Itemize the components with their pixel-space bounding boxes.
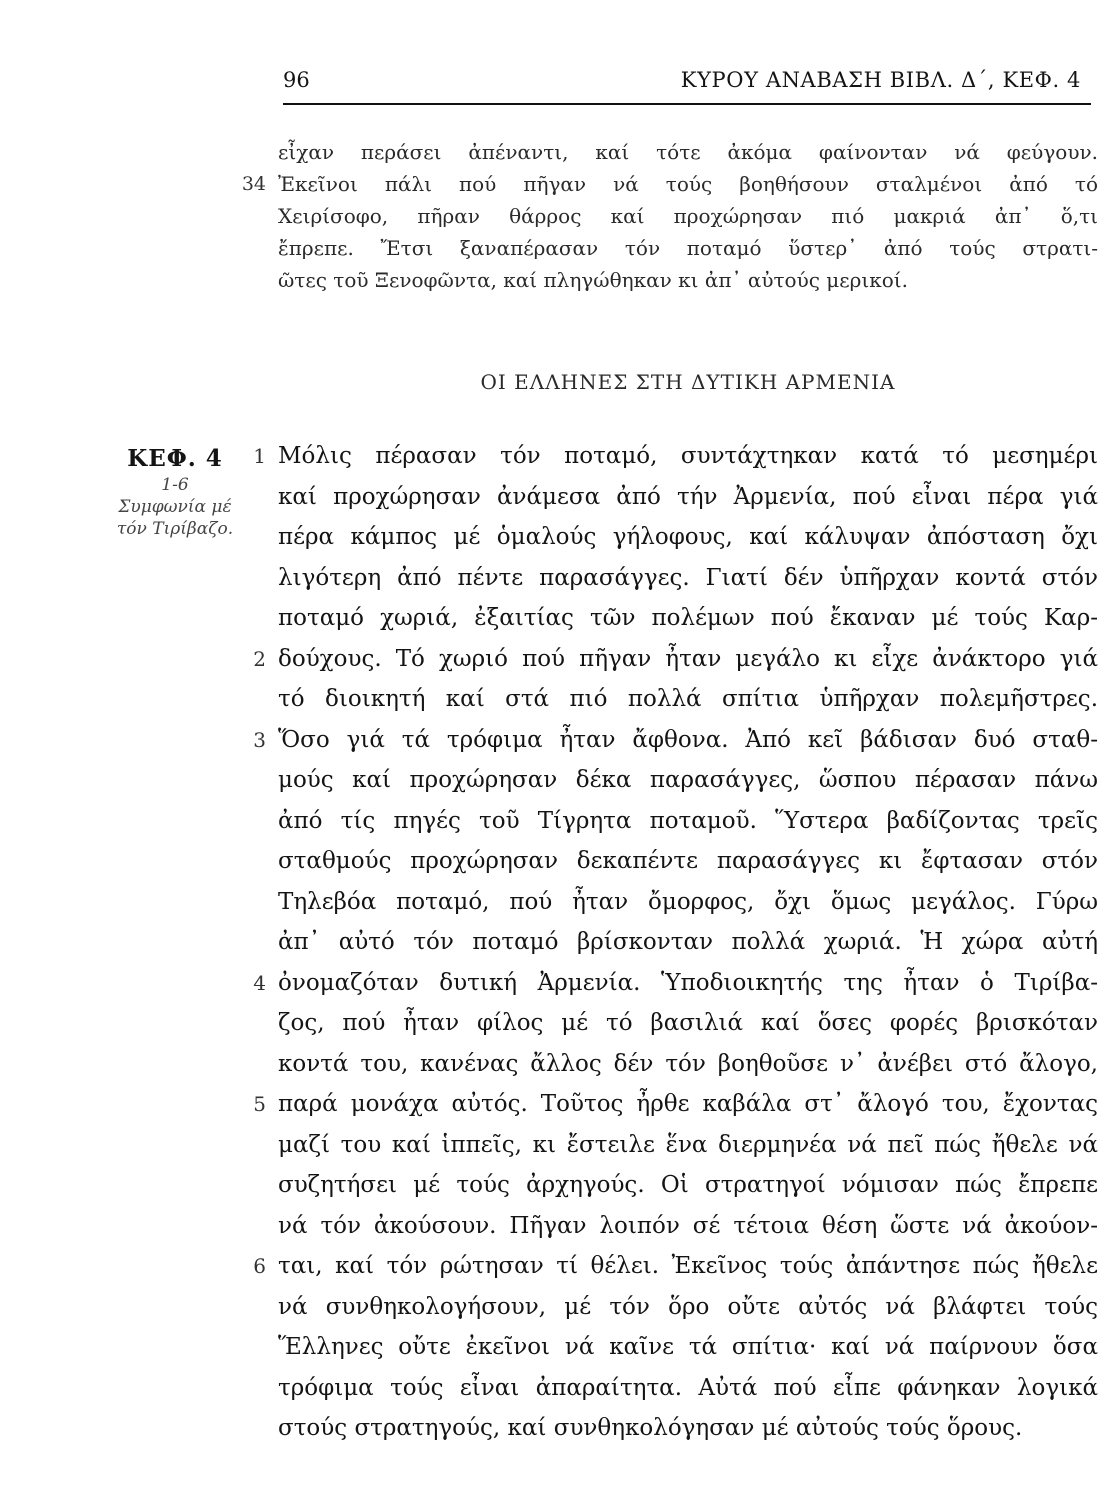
text-line [278, 841, 1098, 882]
line-text: μούς καί προχώρησαν δέκα παρασάγγες, ὥσπου πέρασαν πάνω [278, 767, 1098, 793]
line-text: καί προχώρησαν ἀνάμεσα ἀπό τήν Ἀρμενία, πού εἶναι πέρα γιά [278, 483, 1098, 510]
line-text: λιγότερη ἀπό πέντε παρασάγγες. Γιατί δέν ὑπῆρχαν κοντά στόν [278, 564, 1098, 591]
section-number: 3 [253, 727, 266, 752]
section-number: 4 [253, 970, 266, 995]
section-number: 34 [241, 173, 266, 195]
text-line [278, 136, 1098, 168]
text-line [278, 1287, 1098, 1328]
line-text: ζος, πού ἦταν φίλος μέ τό βασιλιά καί ὅσες φορές βρισκόταν [278, 1010, 1098, 1036]
line-text: στούς στρατηγούς, καί συνθηκολόγησαν μέ αὐτούς τούς ὅρους. [278, 1415, 1023, 1441]
section-number: 1 [253, 444, 266, 468]
section-heading: ΟΙ ΕΛΛΗΝΕΣ ΣΤΗ ΔΥΤΙΚΗ ΑΡΜΕΝΙΑ [480, 370, 896, 394]
text-line [278, 1368, 1098, 1409]
text-line [278, 517, 1098, 558]
line-text: τρόφιμα τούς εἶναι ἀπαραίτητα. Αὐτά πού εἶπε φάνηκαν λογικά [278, 1374, 1098, 1401]
margin-topic-line: τόν Τιρίβαζο. [116, 519, 234, 539]
line-text: μαζί του καί ἱππεῖς, κι ἔστειλε ἕνα διερμηνέα νά πεῖ πώς ἤθελε νά [278, 1131, 1098, 1158]
section-number: 2 [253, 646, 266, 671]
line-text: νά συνθηκολογήσουν, μέ τόν ὅρο οὔτε αὐτός νά βλάφτει τούς [278, 1293, 1098, 1320]
line-text: ἀπό τίς πηγές τοῦ Τίγρητα ποταμοῦ. Ὕστερα βαδίζοντας τρεῖς [278, 807, 1098, 834]
text-line [253, 1246, 1098, 1287]
text-line [278, 1408, 1098, 1449]
line-text: ὀνομαζόταν δυτική Ἀρμενία. Ὑποδιοικητής της ἦταν ὁ Τιρίβα- [278, 969, 1098, 996]
page-number: 96 [283, 68, 310, 92]
line-text: Ἐκεῖνοι πάλι πού πῆγαν νά τούς βοηθήσουν σταλμένοι ἀπό τό [278, 172, 1098, 196]
line-text: ῶτες τοῦ Ξενοφῶντα, καί πληγώθηκαν κι ἀπ᾽ αὐτούς μερικοί. [278, 268, 909, 292]
line-text: Ὅσο γιά τά τρόφιμα ἦταν ἄφθονα. Ἀπό κεῖ βάδισαν δυό σταθ- [278, 726, 1098, 753]
text-line [253, 963, 1098, 1004]
header-rule [283, 103, 1091, 105]
text-line [278, 477, 1098, 518]
margin-topic-line: Συμφωνία μέ [118, 497, 232, 517]
line-text: παρά μονάχα αὐτός. Τοῦτος ἦρθε καβάλα στ᾽ ἄλογό του, ἔχοντας [278, 1091, 1098, 1117]
section-number: 5 [253, 1092, 266, 1116]
margin-section-range: 1-6 [161, 475, 189, 495]
line-text: κοντά του, κανένας ἄλλος δέν τόν βοηθοῦσε ν᾽ ἀνέβει στό ἄλογο, [278, 1050, 1098, 1077]
text-line [278, 882, 1098, 923]
text-line [278, 922, 1098, 963]
text-line [278, 1165, 1098, 1206]
line-text: εἶχαν περάσει ἀπέναντι, καί τότε ἀκόμα φαίνονταν νά φεύγουν. [278, 140, 1098, 164]
text-line [278, 1125, 1098, 1166]
text-line [278, 232, 1098, 264]
line-text: σταθμούς προχώρησαν δεκαπέντε παρασάγγες κι ἔφτασαν στόν [278, 848, 1098, 874]
text-line [253, 436, 1098, 477]
line-text: δούχους. Τό χωριό πού πῆγαν ἦταν μεγάλο κι εἶχε ἀνάκτορο γιά [278, 645, 1098, 672]
line-text: Χειρίσοφο, πῆραν θάρρος καί προχώρησαν πιό μακριά ἀπ᾽ ὅ,τι [278, 204, 1098, 228]
line-text: συζητήσει μέ τούς ἀρχηγούς. Οἱ στρατηγοί νόμισαν πώς ἔπρεπε [278, 1172, 1098, 1198]
text-line [278, 1003, 1098, 1044]
text-line [278, 1206, 1098, 1247]
line-text: ται, καί τόν ρώτησαν τί θέλει. Ἐκεῖνος τούς ἀπάντησε πώς ἤθελε [278, 1253, 1098, 1279]
section-number: 6 [253, 1254, 266, 1278]
line-text: πέρα κάμπος μέ ὁμαλούς γήλοφους, καί κάλυψαν ἀπόσταση ὄχι [278, 524, 1098, 550]
text-line [278, 264, 1098, 296]
text-line [253, 720, 1098, 761]
continuation-paragraph [241, 136, 1098, 296]
line-text: ἀπ᾽ αὐτό τόν ποταμό βρίσκονταν πολλά χωριά. Ἡ χώρα αὐτή [278, 929, 1098, 955]
text-line [278, 679, 1098, 720]
main-paragraph [253, 436, 1098, 1449]
line-text: νά τόν ἀκούσουν. Πῆγαν λοιπόν σέ τέτοια θέση ὥστε νά ἀκούον- [278, 1212, 1098, 1239]
line-text: Μόλις πέρασαν τόν ποταμό, συντάχτηκαν κατά τό μεσημέρι [278, 443, 1098, 469]
text-line [278, 760, 1098, 801]
line-text: τό διοικητή καί στά πιό πολλά σπίτια ὑπῆρχαν πολεμῆστρες. [278, 686, 1098, 712]
text-line [253, 1084, 1098, 1125]
line-text: ποταμό χωριά, ἐξαιτίας τῶν πολέμων πού ἔκαναν μέ τούς Καρ- [278, 605, 1098, 631]
margin-chapter-label: ΚΕΦ. 4 [127, 445, 223, 472]
line-text: ἔπρεπε. Ἔτσι ξαναπέρασαν τόν ποταμό ὕστερ᾽ ἀπό τούς στρατι- [278, 236, 1098, 260]
text-line [278, 1327, 1098, 1368]
running-title: ΚΥΡΟΥ ΑΝΑΒΑΣΗ ΒΙΒΛ. Δ΄, ΚΕΦ. 4 [680, 68, 1081, 92]
margin-note [100, 444, 250, 540]
text-line [278, 598, 1098, 639]
text-line [253, 639, 1098, 680]
text-line [278, 558, 1098, 599]
text-line [278, 801, 1098, 842]
text-line [278, 200, 1098, 232]
line-text: Τηλεβόα ποταμό, πού ἦταν ὄμορφος, ὄχι ὅμως μεγάλος. Γύρω [278, 888, 1098, 915]
running-header [283, 66, 1093, 106]
text-line [241, 168, 1098, 200]
text-line [278, 1044, 1098, 1085]
line-text: Ἕλληνες οὔτε ἐκεῖνοι νά καῖνε τά σπίτια· καί νά παίρνουν ὅσα [278, 1334, 1098, 1360]
